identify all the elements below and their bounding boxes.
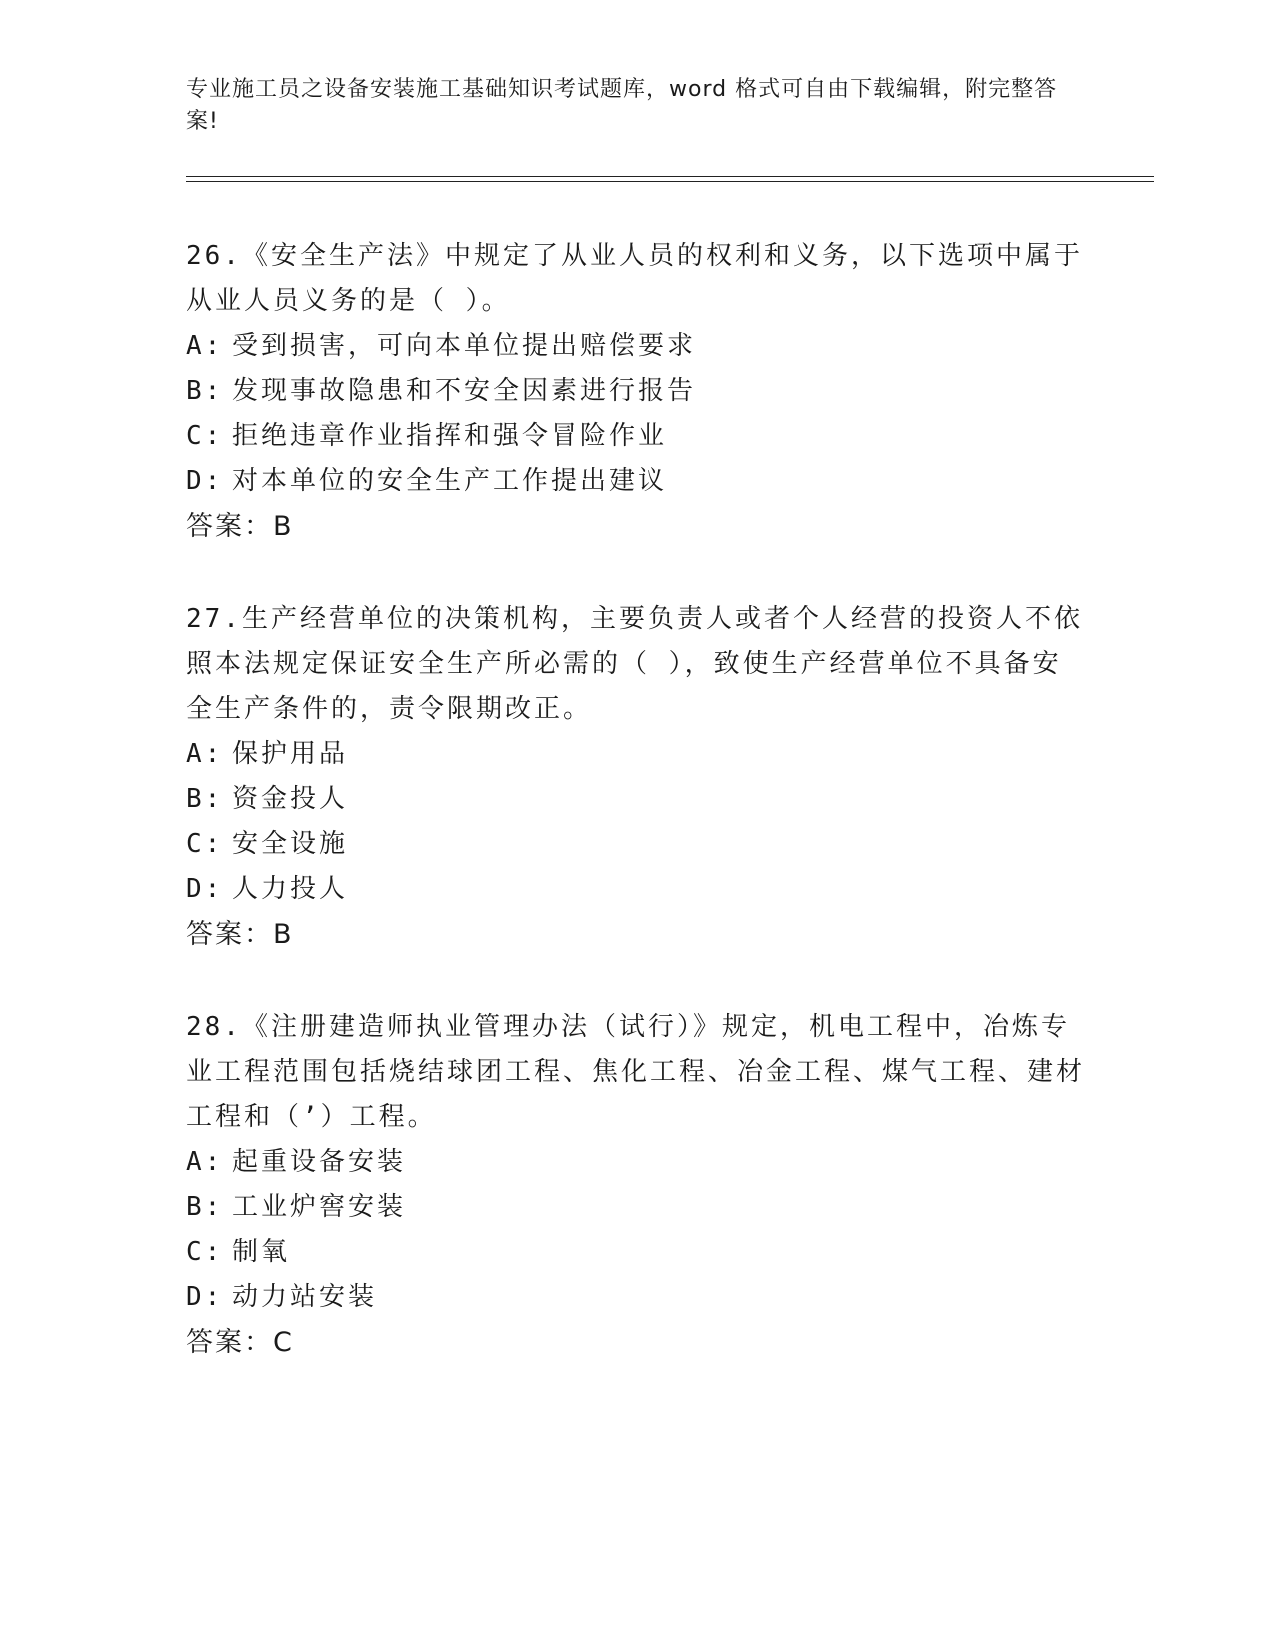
option-text: 动力站安装 bbox=[232, 1282, 378, 1312]
question-number: 28. bbox=[186, 1012, 242, 1042]
option-key: C: bbox=[186, 1237, 224, 1267]
option-key: D: bbox=[186, 1282, 224, 1312]
question-stem bbox=[186, 1005, 1086, 1140]
option-text: 拒绝违章作业指挥和强令冒险作业 bbox=[232, 421, 668, 451]
option-key: D: bbox=[186, 874, 224, 904]
question-28 bbox=[186, 1005, 1086, 1366]
option-text: 起重设备安装 bbox=[232, 1147, 407, 1177]
answer-line: 答案：C bbox=[186, 1327, 294, 1358]
question-text: 《注册建造师执业管理办法（试行）》规定，机电工程中，冶炼专业工程范围包括烧结球团工程、焦化工程、冶金工程、煤气工程、建材工程和（’）工程。 bbox=[186, 1012, 1086, 1132]
question-stem bbox=[186, 597, 1086, 732]
option-key: B: bbox=[186, 784, 224, 814]
option-key: B: bbox=[186, 376, 224, 406]
option-key: B: bbox=[186, 1192, 224, 1222]
question-text: 生产经营单位的决策机构，主要负责人或者个人经营的投资人不依照本法规定保证安全生产所必需的（ ），致使生产经营单位不具备安全生产条件的，责令限期改正。 bbox=[186, 604, 1083, 724]
option-b bbox=[186, 777, 1086, 822]
option-text: 受到损害，可向本单位提出赔偿要求 bbox=[232, 331, 697, 361]
option-text: 对本单位的安全生产工作提出建议 bbox=[232, 466, 668, 496]
header-text: 专业施工员之设备安装施工基础知识考试题库，word 格式可自由下载编辑，附完整答案! bbox=[186, 77, 1058, 134]
question-26 bbox=[186, 234, 1086, 550]
document-header bbox=[186, 74, 1066, 138]
option-a bbox=[186, 324, 1086, 369]
option-c bbox=[186, 414, 1086, 459]
question-stem bbox=[186, 234, 1086, 324]
option-key: A: bbox=[186, 331, 224, 361]
option-d bbox=[186, 459, 1086, 504]
option-text: 工业炉窖安装 bbox=[232, 1192, 407, 1222]
option-a bbox=[186, 1140, 1086, 1185]
question-number: 26. bbox=[186, 241, 242, 271]
option-d bbox=[186, 1275, 1086, 1320]
option-d bbox=[186, 867, 1086, 912]
header-divider-bottom bbox=[186, 181, 1154, 182]
option-key: A: bbox=[186, 739, 224, 769]
option-key: A: bbox=[186, 1147, 224, 1177]
option-key: C: bbox=[186, 421, 224, 451]
header-divider-top bbox=[186, 176, 1154, 177]
option-c bbox=[186, 822, 1086, 867]
option-key: D: bbox=[186, 466, 224, 496]
option-text: 制氧 bbox=[232, 1237, 291, 1267]
question-27 bbox=[186, 597, 1086, 958]
option-a bbox=[186, 732, 1086, 777]
option-text: 安全设施 bbox=[232, 829, 349, 859]
question-text: 《安全生产法》中规定了从业人员的权利和义务，以下选项中属于从业人员义务的是（ ）。 bbox=[186, 241, 1083, 316]
option-text: 人力投人 bbox=[232, 874, 349, 904]
option-b bbox=[186, 369, 1086, 414]
option-key: C: bbox=[186, 829, 224, 859]
option-text: 发现事故隐患和不安全因素进行报告 bbox=[232, 376, 697, 406]
answer-line: 答案：B bbox=[186, 511, 294, 542]
option-text: 资金投人 bbox=[232, 784, 349, 814]
option-text: 保护用品 bbox=[232, 739, 349, 769]
question-number: 27. bbox=[186, 604, 242, 634]
option-c bbox=[186, 1230, 1086, 1275]
option-b bbox=[186, 1185, 1086, 1230]
answer-line: 答案：B bbox=[186, 919, 294, 950]
